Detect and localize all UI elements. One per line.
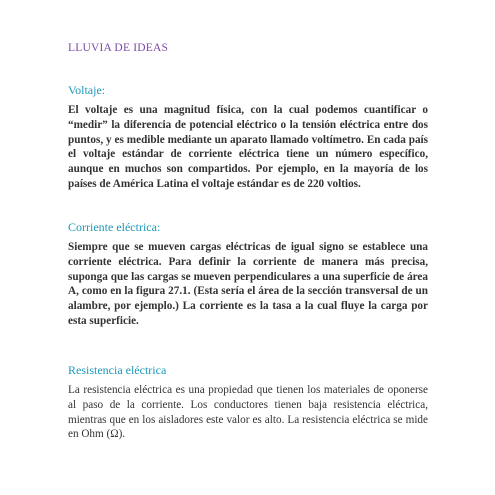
- section-body-resistencia: La resistencia eléctrica es una propiedad que tienen los materiales de oponerse al paso de la corriente. Los conductores tienen baja resistencia eléctrica, mientras que en los aisladores este valor es alto. La resistencia eléctrica se mide en Ohm (Ω).: [68, 384, 428, 441]
- section-heading-resistencia: Resistencia eléctrica: [68, 363, 167, 377]
- document-title: LLUVIA DE IDEAS: [68, 42, 169, 54]
- section-resistencia: [68, 363, 428, 442]
- section-heading-voltaje: Voltaje:: [68, 83, 106, 97]
- section-corriente: [68, 220, 428, 329]
- section-body-voltaje: El voltaje es una magnitud física, con la cual podemos cuantificar o “medir” la diferencia de potencial eléctrico o la tensión eléctrica entre dos puntos, y es medible mediante un aparato llamado voltímetro. En cada país el voltaje estándar de corriente eléctrica tiene un número específico, aunque en muchos son compartidos. Por ejemplo, en la mayoría de los países de América Latina el voltaje estándar es de 220 voltios.: [68, 104, 428, 190]
- section-body-corriente: Siempre que se mueven cargas eléctricas de igual signo se establece una corriente eléctrica. Para definir la corriente de manera más precisa, suponga que las cargas se mueven perpendiculares a una superficie de área A, como en la figura 27.1. (Esta sería el área de la sección transversal de un alambre, por ejemplo.) La corriente es la tasa a la cual fluye la carga por esta superficie.: [68, 241, 428, 327]
- section-voltaje: [68, 83, 428, 192]
- section-heading-corriente: Corriente eléctrica:: [68, 220, 161, 234]
